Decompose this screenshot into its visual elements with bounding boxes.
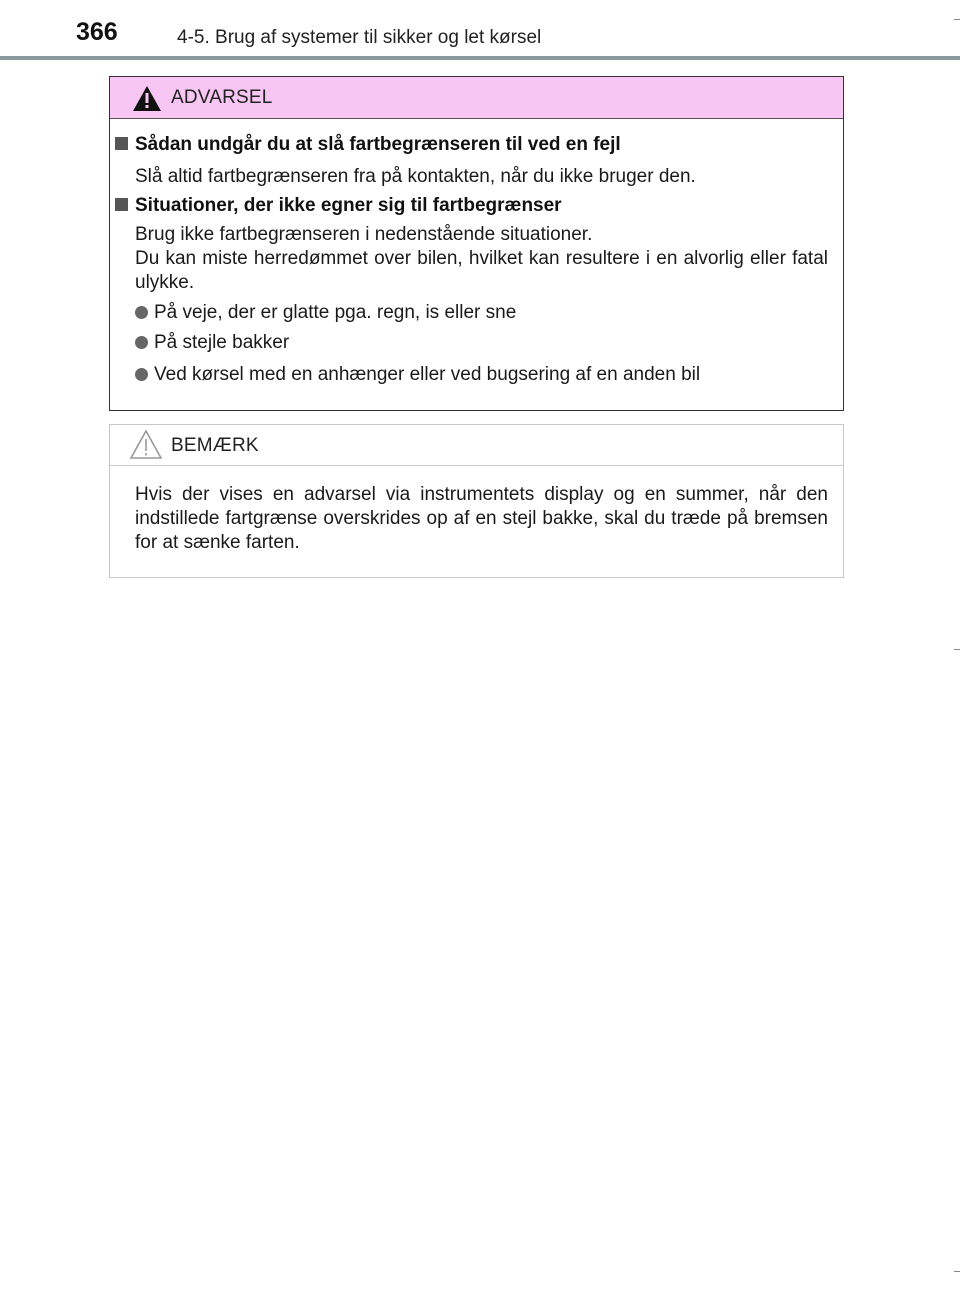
section-title: 4-5. Brug af systemer til sikker og let kørsel xyxy=(177,27,542,48)
square-bullet-icon xyxy=(115,137,128,150)
warning-item-title: Situationer, der ikke egner sig til fartbegrænser xyxy=(115,195,562,217)
notice-heading: BEMÆRK xyxy=(171,435,259,456)
round-bullet-icon xyxy=(135,306,148,319)
warning-box xyxy=(109,76,844,411)
page-number: 366 xyxy=(76,18,118,46)
notice-box xyxy=(109,424,844,578)
list-item: På stejle bakker xyxy=(135,332,289,354)
square-bullet-icon xyxy=(115,198,128,211)
warning-heading: ADVARSEL xyxy=(171,87,273,108)
warning-item-text: Du kan miste herredømmet over bilen, hvilket kan resultere i en alvorlig eller fatal ulykke. xyxy=(135,248,828,293)
list-item: Ved kørsel med en anhænger eller ved bugsering af en anden bil xyxy=(135,364,700,386)
warning-item-line: Brug ikke fartbegrænseren i nedenstående situationer. xyxy=(135,224,593,245)
round-bullet-icon xyxy=(135,368,148,381)
crop-mark xyxy=(954,19,960,20)
warning-item-text: Slå altid fartbegrænseren fra på kontakten, når du ikke bruger den. xyxy=(135,166,696,187)
round-bullet-icon xyxy=(135,336,148,349)
warning-item-title: Sådan undgår du at slå fartbegrænseren til ved en fejl xyxy=(115,134,621,156)
crop-mark xyxy=(954,649,960,650)
list-item: På veje, der er glatte pga. regn, is eller sne xyxy=(135,302,516,324)
warning-triangle-icon xyxy=(132,85,162,112)
notice-header xyxy=(110,425,843,466)
caution-outline-icon xyxy=(129,429,163,460)
notice-text: Hvis der vises en advarsel via instrumentets display og en summer, når den indstillede fartgrænse overskrides op af en stejl bakke, skal du træde på bremsen for at sænke farten. xyxy=(135,484,828,553)
page-header xyxy=(0,0,960,62)
warning-header xyxy=(110,77,843,119)
crop-mark xyxy=(954,1271,960,1272)
header-rule xyxy=(0,56,960,60)
